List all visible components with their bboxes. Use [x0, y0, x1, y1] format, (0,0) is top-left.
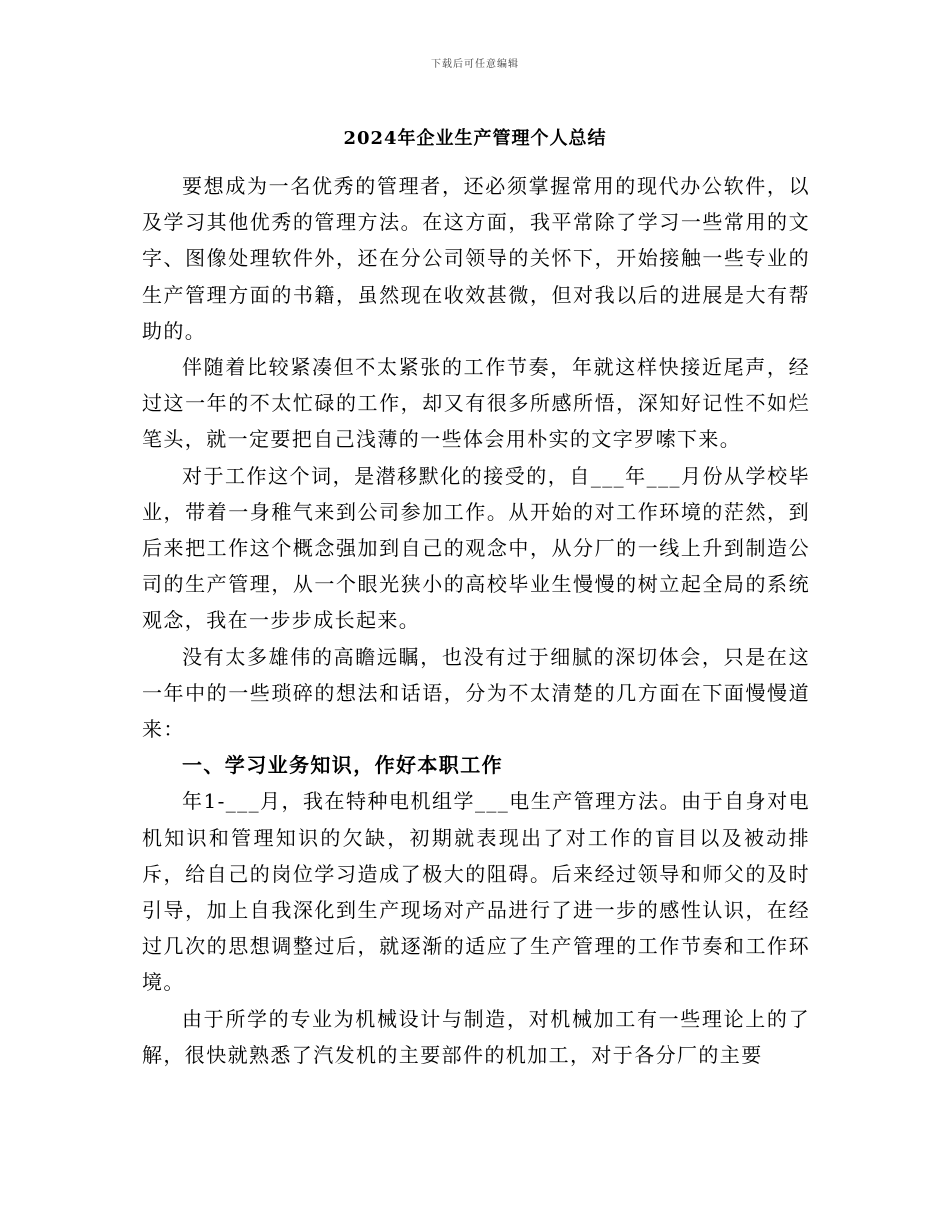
paragraph: 由于所学的专业为机械设计与制造，对机械加工有一些理论上的了解，很快就熟悉了汽发机的主要部件的机加工，对于各分厂的主要	[142, 1006, 810, 1067]
document-title: 2024年企业生产管理个人总结	[343, 128, 607, 149]
header-note: 下载后可任意编辑	[431, 59, 519, 70]
paragraph: 没有太多雄伟的高瞻远瞩，也没有过于细腻的深切体会，只是在这一年中的一些琐碎的想法和话语，分为不太清楚的几方面在下面慢慢道来：	[142, 644, 810, 742]
paragraph: 要想成为一名优秀的管理者，还必须掌握常用的现代办公软件，以及学习其他优秀的管理方法。在这方面，我平常除了学习一些常用的文字、图像处理软件外，还在分公司领导的关怀下，开始接触一些专业的生产管理方面的书籍，虽然现在收效甚微，但对我以后的进展是大有帮助的。	[142, 174, 810, 343]
document-body	[142, 168, 810, 1073]
paragraph: 对于工作这个词，是潜移默化的接受的，自___年___月份从学校毕业，带着一身稚气来到公司参加工作。从开始的对工作环境的茫然，到后来把工作这个概念强加到自己的观念中，从分厂的一线上升到制造公司的生产管理，从一个眼光狭小的高校毕业生慢慢的树立起全局的系统观念，我在一步步成长起来。	[142, 463, 810, 633]
section-heading: 一、学习业务知识，作好本职工作	[182, 753, 503, 778]
paragraph: 伴随着比较紧凑但不太紧张的工作节奏，年就这样快接近尾声，经过这一年的不太忙碌的工作，却又有很多所感所悟，深知好记性不如烂笔头，就一定要把自己浅薄的一些体会用朴实的文字罗嗦下来。	[142, 355, 810, 452]
paragraph: 年1-___月，我在特种电机组学___电生产管理方法。由于自身对电机知识和管理知识的欠缺，初期就表现出了对工作的盲目以及被动排斥，给自己的岗位学习造成了极大的阻碍。后来经过领导和师父的及时引导，加上自我深化到生产现场对产品进行了进一步的感性认识，在经过几次的思想调整过后，就逐渐的适应了生产管理的工作节奏和工作环境。	[142, 789, 810, 995]
